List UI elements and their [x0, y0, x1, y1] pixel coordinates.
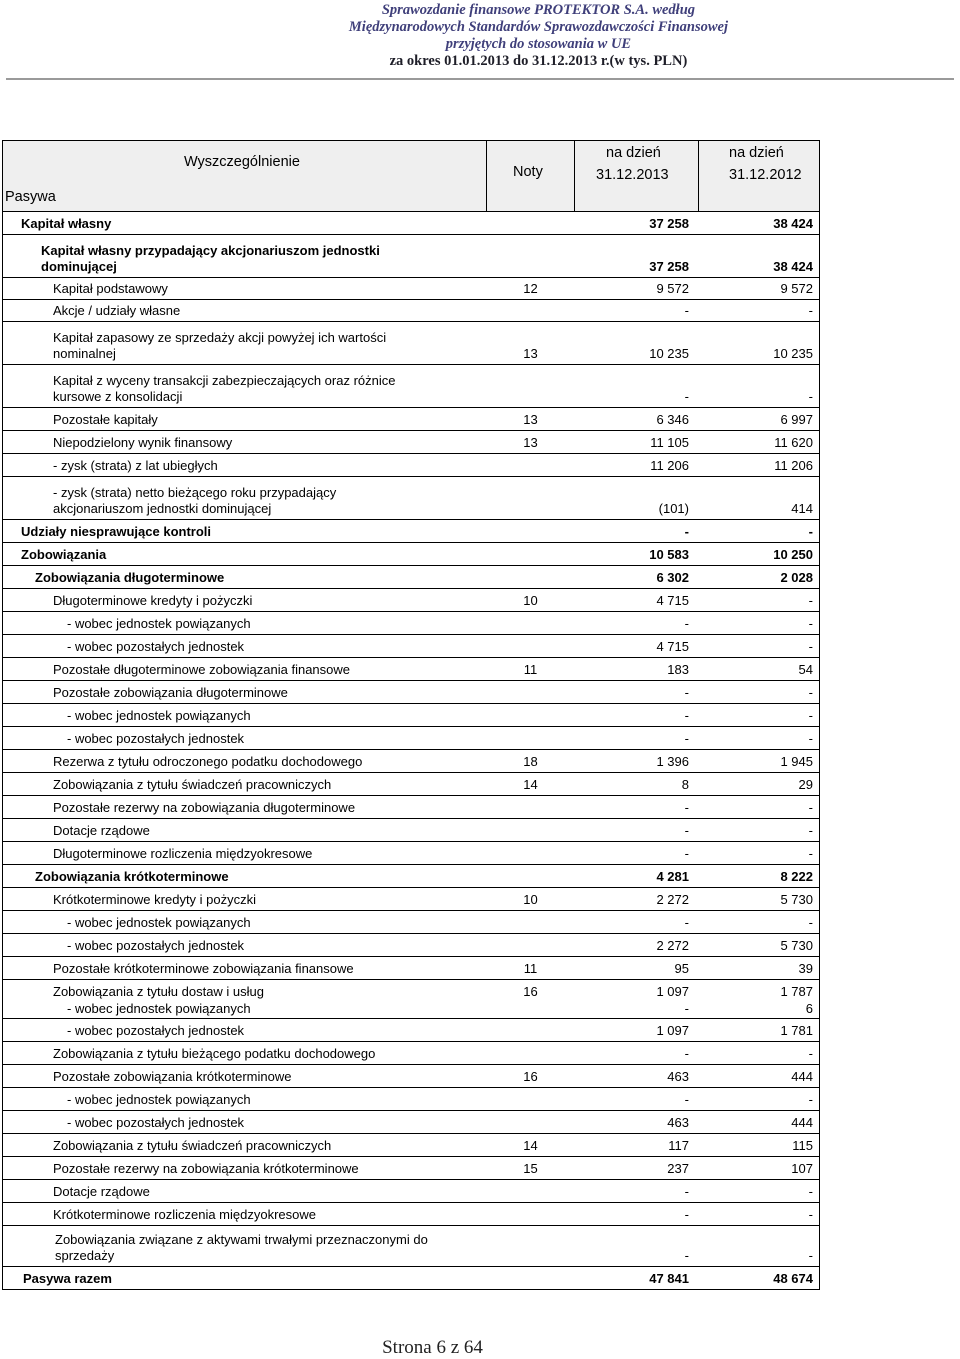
- row-note: 16: [523, 984, 538, 999]
- row-value-2012: -: [808, 800, 813, 815]
- table-row: [3, 865, 819, 888]
- row-value-2013: 4 715: [656, 593, 689, 608]
- row-value-2012: -: [808, 846, 813, 861]
- row-value-2013: (101): [658, 501, 689, 516]
- row-value-2012-sub: 6: [805, 1001, 813, 1016]
- row-label: Udziały niesprawujące kontroli: [21, 524, 211, 539]
- col-date1-top: na dzień: [606, 145, 661, 161]
- row-value-2013: -: [684, 915, 689, 930]
- col-noty-label: Noty: [513, 164, 543, 180]
- table-row: [3, 322, 819, 365]
- table-row: [3, 454, 819, 477]
- table-row: [3, 957, 819, 980]
- row-note: 13: [523, 346, 538, 361]
- row-value-2013: 11 206: [650, 458, 689, 473]
- table-row: [3, 589, 819, 612]
- table-row: [3, 911, 819, 934]
- table-row: [3, 1267, 819, 1289]
- row-label: Krótkoterminowe rozliczenia międzyokresowe: [53, 1207, 316, 1222]
- row-value-2013: 10 583: [649, 547, 689, 562]
- row-value-2012: -: [808, 731, 813, 746]
- row-label: Kapitał własny przypadający akcjonariuszom jednostki: [41, 243, 380, 258]
- table-row: [3, 365, 819, 408]
- row-value-2013: -: [684, 800, 689, 815]
- table-row: [3, 408, 819, 431]
- table-row: [3, 1157, 819, 1180]
- table-row: [3, 681, 819, 704]
- row-value-2013: 8: [681, 777, 689, 792]
- row-value-2013: 10 235: [649, 346, 689, 361]
- row-label: Pozostałe krótkoterminowe zobowiązania finansowe: [53, 961, 354, 976]
- page-number: Strona 6 z 64: [382, 1337, 483, 1358]
- row-note: 10: [523, 593, 538, 608]
- row-value-2013: 237: [667, 1161, 689, 1176]
- row-value-2012: 8 222: [780, 869, 813, 884]
- row-value-2012: -: [808, 303, 813, 318]
- row-label: Dotacje rządowe: [53, 823, 150, 838]
- row-label-cont: nominalnej: [53, 346, 116, 361]
- row-label: Zobowiązania z tytułu dostaw i usług: [53, 984, 265, 999]
- table-row: [3, 934, 819, 957]
- row-value-2013: 1 396: [656, 754, 689, 769]
- page-footer: [0, 1337, 960, 1359]
- row-note: 10: [523, 892, 538, 907]
- row-value-2012: -: [808, 823, 813, 838]
- table-row: [3, 477, 819, 520]
- row-label: Zobowiązania związane z aktywami trwałymi przeznaczonymi do: [55, 1232, 428, 1247]
- row-note: 16: [523, 1069, 538, 1084]
- row-value-2012: 2 028: [780, 570, 813, 585]
- table-row: [3, 888, 819, 911]
- row-value-2013: 37 258: [649, 259, 689, 274]
- row-value-2013: 4 281: [656, 869, 689, 884]
- table-row: [3, 566, 819, 589]
- table-row: [3, 980, 819, 1019]
- col-date1-bottom: 31.12.2013: [596, 167, 669, 183]
- table-row: [3, 727, 819, 750]
- row-label: - zysk (strata) z lat ubiegłych: [53, 458, 218, 473]
- row-value-2013: -: [684, 685, 689, 700]
- row-label: - wobec pozostałych jednostek: [67, 1115, 245, 1130]
- row-value-2012: 29: [798, 777, 813, 792]
- table-row: [3, 1019, 819, 1042]
- row-label: Zobowiązania krótkoterminowe: [35, 869, 229, 884]
- header-line-4: za okres 01.01.2013 do 31.12.2013 r.(w tys. PLN): [389, 53, 688, 69]
- row-value-2013: -: [684, 1092, 689, 1107]
- header-line-2: Międzynarodowych Standardów Sprawozdawczości Finansowej: [348, 19, 728, 35]
- table-header: [3, 141, 819, 212]
- row-label: Zobowiązania: [21, 547, 107, 562]
- row-label: Długoterminowe kredyty i pożyczki: [53, 593, 253, 608]
- row-value-2012: -: [808, 1248, 813, 1263]
- row-value-2012: 1 781: [780, 1023, 813, 1038]
- row-value-2012: 48 674: [773, 1271, 813, 1286]
- row-label: - wobec pozostałych jednostek: [67, 1023, 245, 1038]
- row-value-2012: 414: [791, 501, 813, 516]
- row-label: Zobowiązania długoterminowe: [35, 570, 225, 585]
- row-value-2012: -: [808, 685, 813, 700]
- row-value-2013-sub: -: [684, 1001, 689, 1016]
- row-label: Kapitał zapasowy ze sprzedaży akcji powyżej ich wartości: [53, 330, 387, 345]
- row-label: Pozostałe zobowiązania długoterminowe: [53, 685, 288, 700]
- row-value-2013: 6 346: [656, 412, 689, 427]
- row-note: 13: [523, 435, 538, 450]
- row-label: Długoterminowe rozliczenia międzyokresowe: [53, 846, 313, 861]
- row-label: Pozostałe rezerwy na zobowiązania długoterminowe: [53, 800, 356, 815]
- row-label: Niepodzielony wynik finansowy: [53, 435, 233, 450]
- row-label: Pozostałe zobowiązania krótkoterminowe: [53, 1069, 292, 1084]
- table-row: [3, 520, 819, 543]
- row-value-2013: -: [684, 1184, 689, 1199]
- row-value-2013: 9 572: [656, 281, 689, 296]
- row-value-2012: 6 997: [780, 412, 813, 427]
- row-note: 12: [523, 281, 538, 296]
- row-value-2013: -: [684, 823, 689, 838]
- row-value-2013: -: [684, 524, 689, 539]
- col-description-label: Wyszczególnienie: [184, 154, 300, 170]
- table-row: [3, 235, 819, 278]
- table-row: [3, 212, 819, 235]
- row-label: Pozostałe długoterminowe zobowiązania finansowe: [53, 662, 351, 677]
- row-value-2012: -: [808, 1092, 813, 1107]
- row-value-2012: 115: [792, 1138, 813, 1153]
- row-value-2013: -: [684, 616, 689, 631]
- row-value-2012: -: [808, 616, 813, 631]
- col-date2-top: na dzień: [729, 145, 784, 161]
- table-row: [3, 1134, 819, 1157]
- row-value-2012: 10 250: [773, 547, 813, 562]
- row-value-2013: 2 272: [656, 892, 689, 907]
- row-value-2013: -: [684, 1248, 689, 1263]
- row-label-cont: sprzedaży: [55, 1248, 115, 1263]
- row-value-2012: -: [808, 915, 813, 930]
- row-label: Dotacje rządowe: [53, 1184, 150, 1199]
- row-label: Pozostałe rezerwy na zobowiązania krótkoterminowe: [53, 1161, 359, 1176]
- row-label: Kapitał własny: [21, 216, 112, 231]
- row-value-2012: 5 730: [780, 892, 813, 907]
- table-row: [3, 842, 819, 865]
- table-row: [3, 773, 819, 796]
- row-value-2013: 117: [668, 1138, 689, 1153]
- table-row: [3, 1042, 819, 1065]
- row-value-2012: 38 424: [773, 216, 813, 231]
- row-value-2012: 107: [791, 1161, 813, 1176]
- row-value-2012: -: [808, 593, 813, 608]
- row-value-2013: -: [684, 303, 689, 318]
- table-row: [3, 658, 819, 681]
- row-value-2013: 1 097: [656, 1023, 689, 1038]
- row-note: 11: [523, 662, 538, 677]
- header-noty-cell: [487, 141, 575, 211]
- row-label: - wobec jednostek powiązanych: [67, 616, 251, 631]
- table-row: [3, 796, 819, 819]
- row-label: - wobec jednostek powiązanych: [67, 708, 251, 723]
- row-value-2013: 37 258: [649, 216, 689, 231]
- table-row: [3, 635, 819, 658]
- row-note: 11: [523, 961, 538, 976]
- row-label: Kapitał z wyceny transakcji zabezpieczających oraz różnice: [53, 373, 396, 388]
- header-line-1: Sprawozdanie finansowe PROTEKTOR S.A. według: [381, 2, 696, 18]
- row-value-2012: -: [808, 639, 813, 654]
- report-header: [349, 2, 728, 70]
- row-label: Zobowiązania z tytułu bieżącego podatku dochodowego: [53, 1046, 376, 1061]
- header-date2-cell: [699, 141, 819, 211]
- row-value-2013: -: [684, 708, 689, 723]
- row-label: - wobec jednostek powiązanych: [67, 1092, 251, 1107]
- row-value-2013: -: [684, 1046, 689, 1061]
- row-value-2013: 95: [674, 961, 689, 976]
- row-value-2012: -: [808, 1184, 813, 1199]
- row-value-2013: 4 715: [656, 639, 689, 654]
- row-label-cont: dominującej: [41, 259, 117, 274]
- row-value-2012: 5 730: [780, 938, 813, 953]
- table-row: [3, 431, 819, 454]
- row-value-2012: 54: [798, 662, 813, 677]
- row-label: - wobec pozostałych jednostek: [67, 731, 245, 746]
- header-divider: [6, 78, 954, 80]
- row-value-2013: 6 302: [656, 570, 689, 585]
- row-value-2012: 444: [791, 1069, 813, 1084]
- col-date2-bottom: 31.12.2012: [729, 167, 802, 183]
- row-label: - wobec pozostałych jednostek: [67, 639, 245, 654]
- table-row: [3, 278, 819, 300]
- row-value-2012: 39: [798, 961, 813, 976]
- header-line-3: przyjętych do stosowania w UE: [445, 36, 632, 52]
- row-label: Krótkoterminowe kredyty i pożyczki: [53, 892, 257, 907]
- table-row: [3, 1203, 819, 1226]
- table-row: [3, 300, 819, 322]
- row-value-2012: 11 206: [774, 458, 813, 473]
- table-row: [3, 612, 819, 635]
- row-label-cont: akcjonariuszom jednostki dominującej: [53, 501, 272, 516]
- row-note: 15: [523, 1161, 538, 1176]
- row-note: 14: [523, 1138, 538, 1153]
- row-label: Pasywa razem: [23, 1271, 112, 1286]
- row-value-2012: 10 235: [773, 346, 813, 361]
- row-value-2012: 444: [791, 1115, 813, 1130]
- table-row: [3, 1180, 819, 1203]
- row-value-2013: -: [684, 731, 689, 746]
- row-value-2012: -: [808, 389, 813, 404]
- row-value-2013: -: [684, 846, 689, 861]
- row-value-2013: 47 841: [649, 1271, 689, 1286]
- row-note: 13: [523, 412, 538, 427]
- row-value-2013: 183: [667, 662, 689, 677]
- table-row: [3, 819, 819, 842]
- row-value-2012: -: [808, 524, 813, 539]
- row-value-2012: 11 620: [774, 435, 813, 450]
- row-value-2012: 38 424: [773, 259, 813, 274]
- row-value-2012: -: [808, 1207, 813, 1222]
- header-description-cell: [3, 141, 487, 211]
- table-row: [3, 543, 819, 566]
- row-label-cont: kursowe z konsolidacji: [53, 389, 183, 404]
- table-row: [3, 750, 819, 773]
- row-label-sub: - wobec jednostek powiązanych: [67, 1001, 251, 1016]
- row-value-2013: 463: [667, 1069, 689, 1084]
- row-value-2013: -: [684, 389, 689, 404]
- row-label: Zobowiązania z tytułu świadczeń pracowniczych: [53, 777, 332, 792]
- row-label: Akcje / udziały własne: [53, 303, 181, 318]
- table-row: [3, 1088, 819, 1111]
- row-value-2013: 463: [667, 1115, 689, 1130]
- table-row: [3, 1226, 819, 1267]
- row-value-2013: 11 105: [650, 435, 689, 450]
- row-label: Kapitał podstawowy: [53, 281, 168, 296]
- row-value-2012: -: [808, 1046, 813, 1061]
- table-row: [3, 1065, 819, 1088]
- row-value-2012: 1 787: [780, 984, 813, 999]
- row-value-2012: 1 945: [780, 754, 813, 769]
- row-value-2013: 2 272: [656, 938, 689, 953]
- row-note: 18: [523, 754, 538, 769]
- row-label: Zobowiązania z tytułu świadczeń pracowniczych: [53, 1138, 332, 1153]
- row-value-2012: 9 572: [780, 281, 813, 296]
- row-label: - zysk (strata) netto bieżącego roku przypadający: [53, 485, 337, 500]
- row-value-2013: -: [684, 1207, 689, 1222]
- row-note: 14: [523, 777, 538, 792]
- section-label: Pasywa: [5, 189, 56, 205]
- row-value-2013: 1 097: [656, 984, 689, 999]
- row-label: Pozostałe kapitały: [53, 412, 158, 427]
- row-label: Rezerwa z tytułu odroczonego podatku dochodowego: [53, 754, 363, 769]
- table-row: [3, 704, 819, 727]
- header-date1-cell: [575, 141, 699, 211]
- balance-sheet-table: [2, 140, 820, 1290]
- row-label: - wobec jednostek powiązanych: [67, 915, 251, 930]
- table-row: [3, 1111, 819, 1134]
- table-body: [3, 212, 819, 1289]
- row-label: - wobec pozostałych jednostek: [67, 938, 245, 953]
- row-value-2012: -: [808, 708, 813, 723]
